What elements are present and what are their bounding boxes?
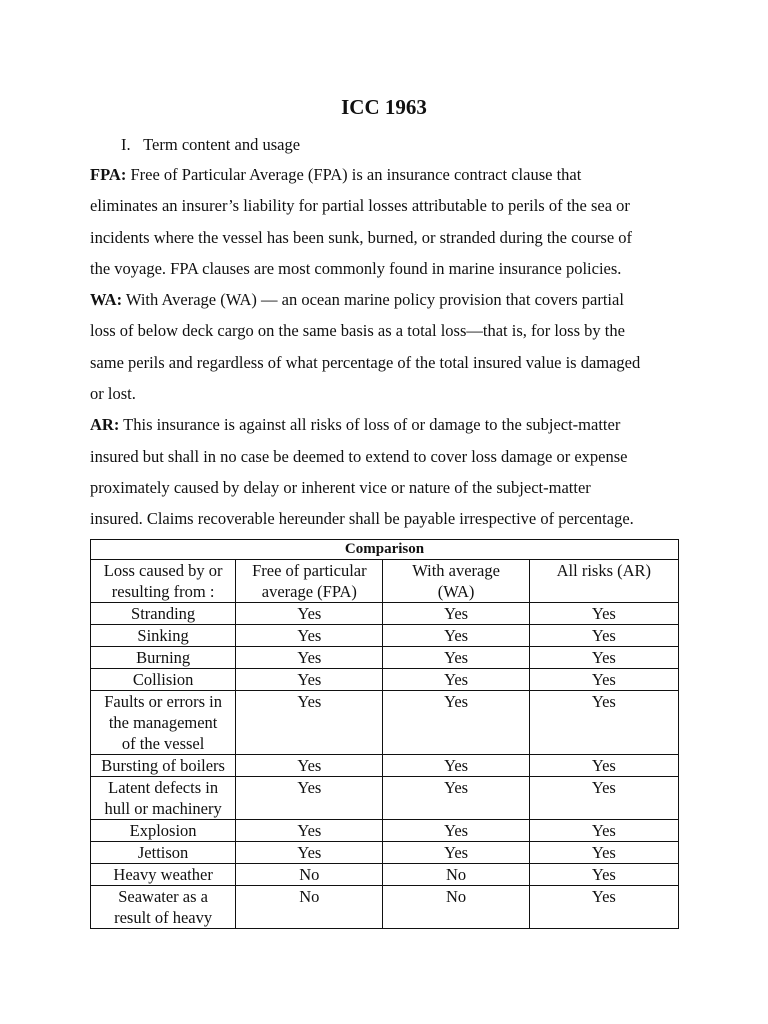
- table-caption: Comparison: [91, 540, 679, 560]
- coverage-ar-cell: Yes: [529, 886, 678, 929]
- coverage-wa-cell: Yes: [383, 777, 529, 820]
- term-wa: WA:: [90, 290, 123, 310]
- coverage-wa-cell: No: [383, 864, 529, 886]
- definition-line: FPA: Free of Particular Average (FPA) is an insurance contract clause that: [90, 165, 582, 184]
- cell-line: Latent defects in: [108, 778, 219, 797]
- table-row: [91, 625, 679, 647]
- table-row: [91, 820, 679, 842]
- table-row: [91, 886, 679, 929]
- coverage-ar-cell: Yes: [529, 603, 678, 625]
- cell-line: Jettison: [137, 843, 189, 862]
- loss-cause-cell: [91, 755, 236, 777]
- coverage-wa-cell: Yes: [383, 842, 529, 864]
- cell-line: Sinking: [137, 626, 189, 645]
- definitions-body: [90, 159, 682, 535]
- cell-line: Collision: [132, 670, 194, 689]
- cell-line: the management: [108, 713, 218, 732]
- comparison-table: [90, 539, 679, 929]
- loss-cause-cell: [91, 625, 236, 647]
- term-ar: AR:: [90, 415, 120, 435]
- cell-line: of the vessel: [121, 734, 205, 753]
- cell-line: (WA): [437, 582, 475, 601]
- section-number: I.: [121, 135, 131, 154]
- table-caption-row: [91, 540, 679, 560]
- column-header: [383, 560, 529, 603]
- section-heading: [121, 134, 300, 156]
- cell-line: Loss caused by or: [103, 561, 223, 580]
- coverage-fpa-cell: Yes: [236, 669, 383, 691]
- coverage-ar-cell: Yes: [529, 691, 678, 755]
- column-header: [91, 560, 236, 603]
- section-title: Term content and usage: [143, 135, 301, 154]
- cell-line: hull or machinery: [104, 799, 222, 818]
- coverage-wa-cell: Yes: [383, 820, 529, 842]
- cell-line: result of heavy: [114, 908, 213, 927]
- coverage-fpa-cell: Yes: [236, 625, 383, 647]
- table-row: [91, 669, 679, 691]
- cell-line: Seawater as a: [118, 887, 208, 906]
- cell-line: Explosion: [129, 821, 197, 840]
- loss-cause-cell: [91, 820, 236, 842]
- loss-cause-cell: [91, 647, 236, 669]
- coverage-fpa-cell: Yes: [236, 820, 383, 842]
- column-header: [529, 560, 678, 603]
- coverage-ar-cell: Yes: [529, 625, 678, 647]
- cell-line: Burning: [136, 648, 191, 667]
- definition-line: insured. Claims recoverable hereunder shall be payable irrespective of percentage.: [90, 509, 634, 529]
- cell-line: resulting from :: [111, 582, 215, 601]
- coverage-ar-cell: Yes: [529, 842, 678, 864]
- table-row: [91, 647, 679, 669]
- coverage-ar-cell: Yes: [529, 777, 678, 820]
- definition-line: AR: This insurance is against all risks of loss of or damage to the subject-matter: [90, 415, 621, 435]
- coverage-ar-cell: Yes: [529, 647, 678, 669]
- cell-line: Heavy weather: [113, 865, 213, 884]
- coverage-wa-cell: Yes: [383, 755, 529, 777]
- coverage-fpa-cell: Yes: [236, 647, 383, 669]
- definition-line: WA: With Average (WA) — an ocean marine policy provision that covers partial: [90, 290, 624, 310]
- definition-line: same perils and regardless of what percentage of the total insured value is damaged: [90, 352, 641, 372]
- definition-line: incidents where the vessel has been sunk, burned, or stranded during the course of: [90, 227, 633, 247]
- coverage-ar-cell: Yes: [529, 820, 678, 842]
- definition-line: the voyage. FPA clauses are most commonly found in marine insurance policies.: [90, 258, 622, 278]
- cell-line: Faults or errors in: [104, 692, 222, 711]
- table-row: [91, 864, 679, 886]
- table-row: [91, 603, 679, 625]
- coverage-ar-cell: Yes: [529, 755, 678, 777]
- comparison-table-container: [90, 539, 679, 929]
- coverage-fpa-cell: Yes: [236, 777, 383, 820]
- loss-cause-cell: [91, 864, 236, 886]
- table-row: [91, 777, 679, 820]
- coverage-fpa-cell: No: [236, 864, 383, 886]
- coverage-wa-cell: Yes: [383, 669, 529, 691]
- table-row: [91, 842, 679, 864]
- coverage-wa-cell: Yes: [383, 691, 529, 755]
- cell-line: Stranding: [131, 604, 196, 623]
- cell-line: With average: [412, 561, 500, 580]
- table-row: [91, 691, 679, 755]
- document-title: ICC 1963: [341, 95, 427, 119]
- cell-line: Bursting of boilers: [101, 756, 225, 775]
- coverage-fpa-cell: Yes: [236, 603, 383, 625]
- definition-line: loss of below deck cargo on the same basis as a total loss—that is, for loss by the: [90, 321, 625, 341]
- coverage-wa-cell: Yes: [383, 603, 529, 625]
- loss-cause-cell: [91, 669, 236, 691]
- table-row: [91, 755, 679, 777]
- table-header-row: [91, 560, 679, 603]
- column-header: [236, 560, 383, 603]
- cell-line: Free of particular: [252, 561, 367, 580]
- coverage-wa-cell: No: [383, 886, 529, 929]
- coverage-fpa-cell: Yes: [236, 755, 383, 777]
- coverage-ar-cell: Yes: [529, 669, 678, 691]
- cell-line: All risks (AR): [556, 561, 652, 580]
- loss-cause-cell: [91, 842, 236, 864]
- term-fpa: FPA:: [90, 165, 127, 184]
- coverage-fpa-cell: Yes: [236, 842, 383, 864]
- loss-cause-cell: [91, 886, 236, 929]
- definition-line: eliminates an insurer’s liability for partial losses attributable to perils of the sea or: [90, 196, 630, 216]
- definition-line: insured but shall in no case be deemed to extend to cover loss damage or expense: [90, 446, 628, 466]
- coverage-fpa-cell: No: [236, 886, 383, 929]
- loss-cause-cell: [91, 603, 236, 625]
- loss-cause-cell: [91, 777, 236, 820]
- definition-line: proximately caused by delay or inherent vice or nature of the subject-matter: [90, 477, 591, 497]
- coverage-ar-cell: Yes: [529, 864, 678, 886]
- cell-line: average (FPA): [261, 582, 357, 601]
- loss-cause-cell: [91, 691, 236, 755]
- coverage-wa-cell: Yes: [383, 647, 529, 669]
- definition-line: or lost.: [90, 384, 136, 404]
- coverage-fpa-cell: Yes: [236, 691, 383, 755]
- coverage-wa-cell: Yes: [383, 625, 529, 647]
